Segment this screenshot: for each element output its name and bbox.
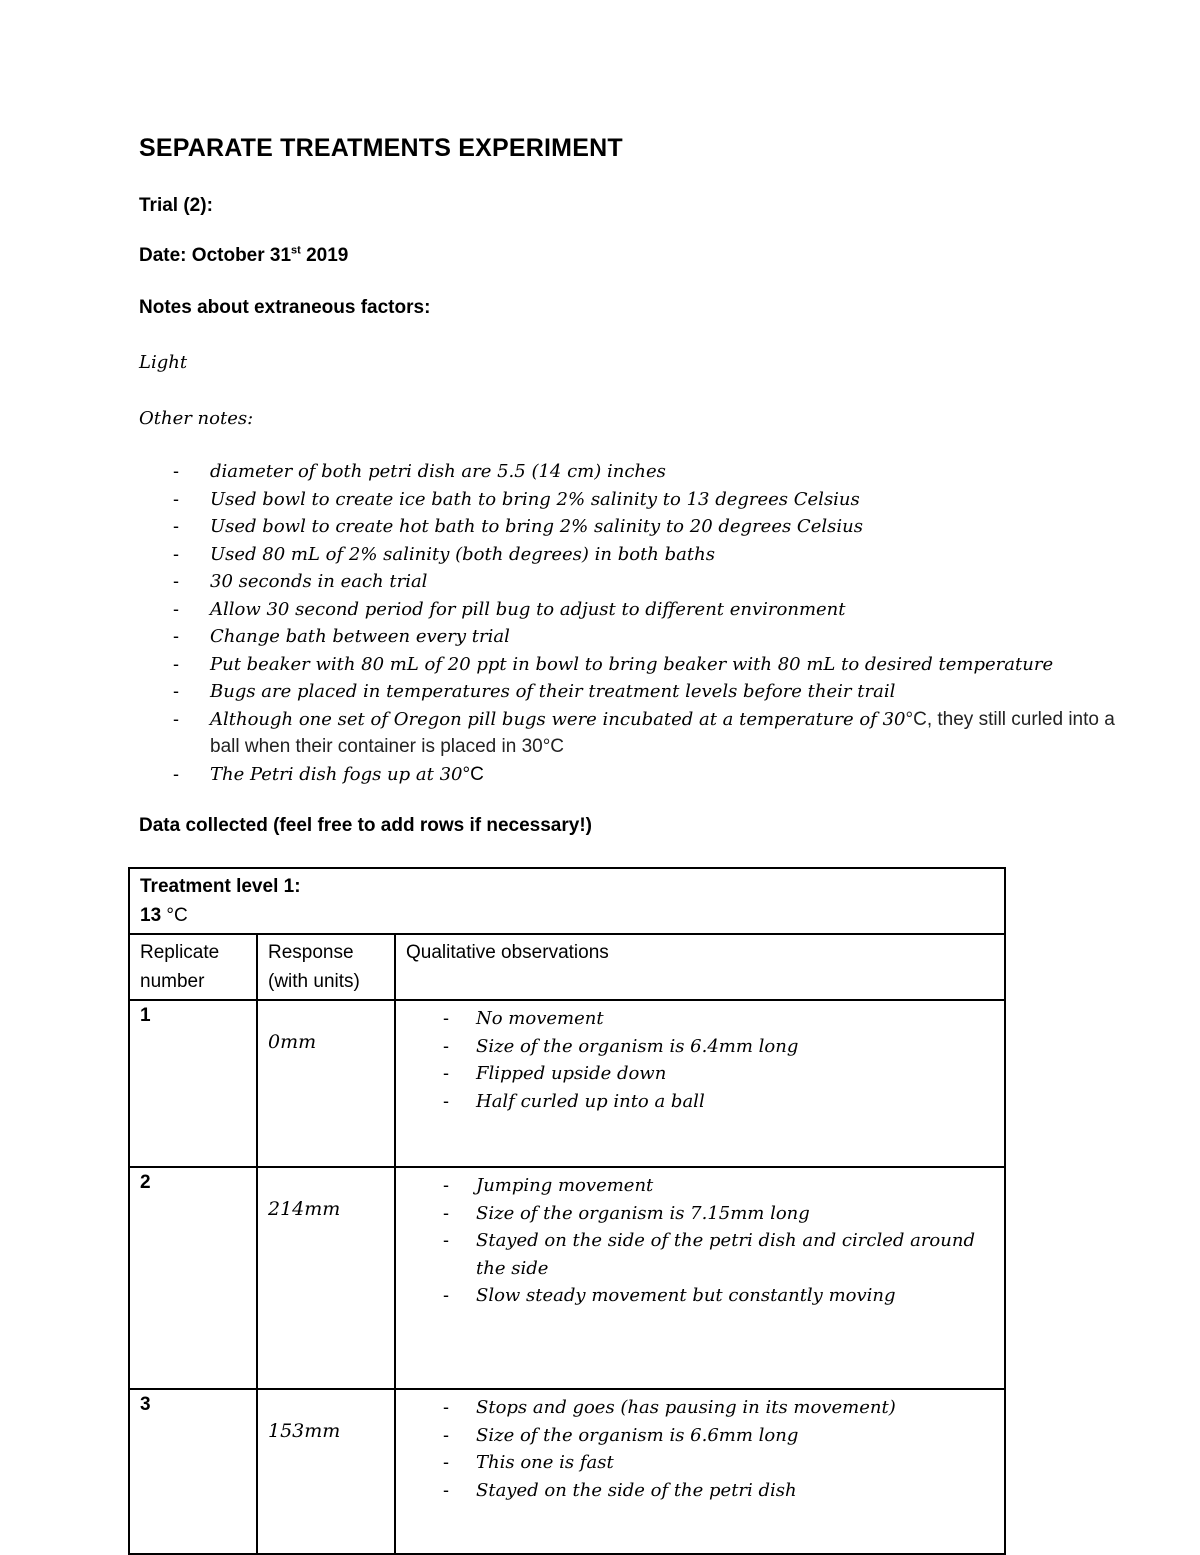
note-item: - Used 80 mL of 2% salinity (both degrees) in both baths [173, 541, 1123, 569]
response-value: 0mm [257, 1000, 395, 1167]
column-header-observations: Qualitative observations [395, 934, 1005, 1000]
table-row [129, 1389, 1005, 1554]
data-collected-label: Data collected (feel free to add rows if necessary!) [139, 815, 592, 836]
trial-label: Trial (2): [139, 195, 213, 216]
table-row [129, 1167, 1005, 1389]
note-item-fog [173, 761, 1123, 789]
replicate-number: 1 [129, 1000, 257, 1167]
observation-item: - Flipped upside down [443, 1060, 994, 1088]
replicate-number: 3 [129, 1389, 257, 1554]
note-item: - Used bowl to create ice bath to bring 2% salinity to 13 degrees Celsius [173, 486, 1123, 514]
response-value: 153mm [257, 1389, 395, 1554]
observation-item: - Slow steady movement but constantly moving [443, 1282, 994, 1310]
note-item: - Used bowl to create hot bath to bring 2% salinity to 20 degrees Celsius [173, 513, 1123, 541]
observation-item: - No movement [443, 1005, 994, 1033]
note-item: - diameter of both petri dish are 5.5 (14 cm) inches [173, 458, 1123, 486]
observation-item: - Size of the organism is 6.4mm long [443, 1033, 994, 1061]
column-header-replicate: Replicate number [129, 934, 257, 1000]
treatment-level-label: Treatment level 1: [140, 876, 301, 897]
note-incubated-italic: Although one set of Oregon pill bugs were incubated at a temperature of 30 [210, 708, 906, 730]
note-item-incubated [173, 706, 1123, 761]
observations-cell [395, 1167, 1005, 1389]
observation-item: - Stops and goes (has pausing in its movement) [443, 1394, 994, 1422]
note-item: - Bugs are placed in temperatures of their treatment levels before their trail [173, 678, 1123, 706]
note-item: - Put beaker with 80 mL of 20 ppt in bowl to bring beaker with 80 mL to desired temperature [173, 651, 1123, 679]
observation-item: - Size of the organism is 7.15mm long [443, 1200, 994, 1228]
document-title: SEPARATE TREATMENTS EXPERIMENT [139, 134, 623, 162]
data-table [128, 867, 1006, 1555]
observations-cell [395, 1389, 1005, 1554]
other-notes-list [173, 458, 1123, 788]
extraneous-factor-value: Light [139, 352, 188, 373]
observation-item: - Jumping movement [443, 1172, 994, 1200]
observation-item: - Size of the organism is 6.6mm long [443, 1422, 994, 1450]
observation-item: - Half curled up into a ball [443, 1088, 994, 1116]
date-suffix: 2019 [300, 245, 349, 266]
note-fog-plain: °C [462, 763, 484, 785]
replicate-number: 2 [129, 1167, 257, 1389]
column-header-response: Response (with units) [257, 934, 395, 1000]
note-item: - 30 seconds in each trial [173, 568, 1123, 596]
observations-cell [395, 1000, 1005, 1167]
date-prefix: Date: October 31 [139, 245, 292, 266]
table-row [129, 1000, 1005, 1167]
date-label [139, 245, 348, 267]
note-incubated-plain: °C, they still curled into a ball when their container is placed in 30°C [210, 708, 1115, 757]
observation-item: - This one is fast [443, 1449, 994, 1477]
other-notes-label: Other notes: [139, 408, 254, 429]
note-item: - Allow 30 second period for pill bug to adjust to different environment [173, 596, 1123, 624]
date-superscript: st [291, 244, 301, 257]
response-value: 214mm [257, 1167, 395, 1389]
extraneous-factors-label: Notes about extraneous factors: [139, 297, 431, 318]
treatment-level-value: 13 °C [140, 905, 188, 926]
note-item: - Change bath between every trial [173, 623, 1123, 651]
treatment-level-header [129, 868, 1005, 934]
observation-item: - Stayed on the side of the petri dish and circled around the side [443, 1227, 994, 1282]
note-fog-italic: The Petri dish fogs up at 30 [210, 763, 463, 785]
observation-item: - Stayed on the side of the petri dish [443, 1477, 994, 1505]
